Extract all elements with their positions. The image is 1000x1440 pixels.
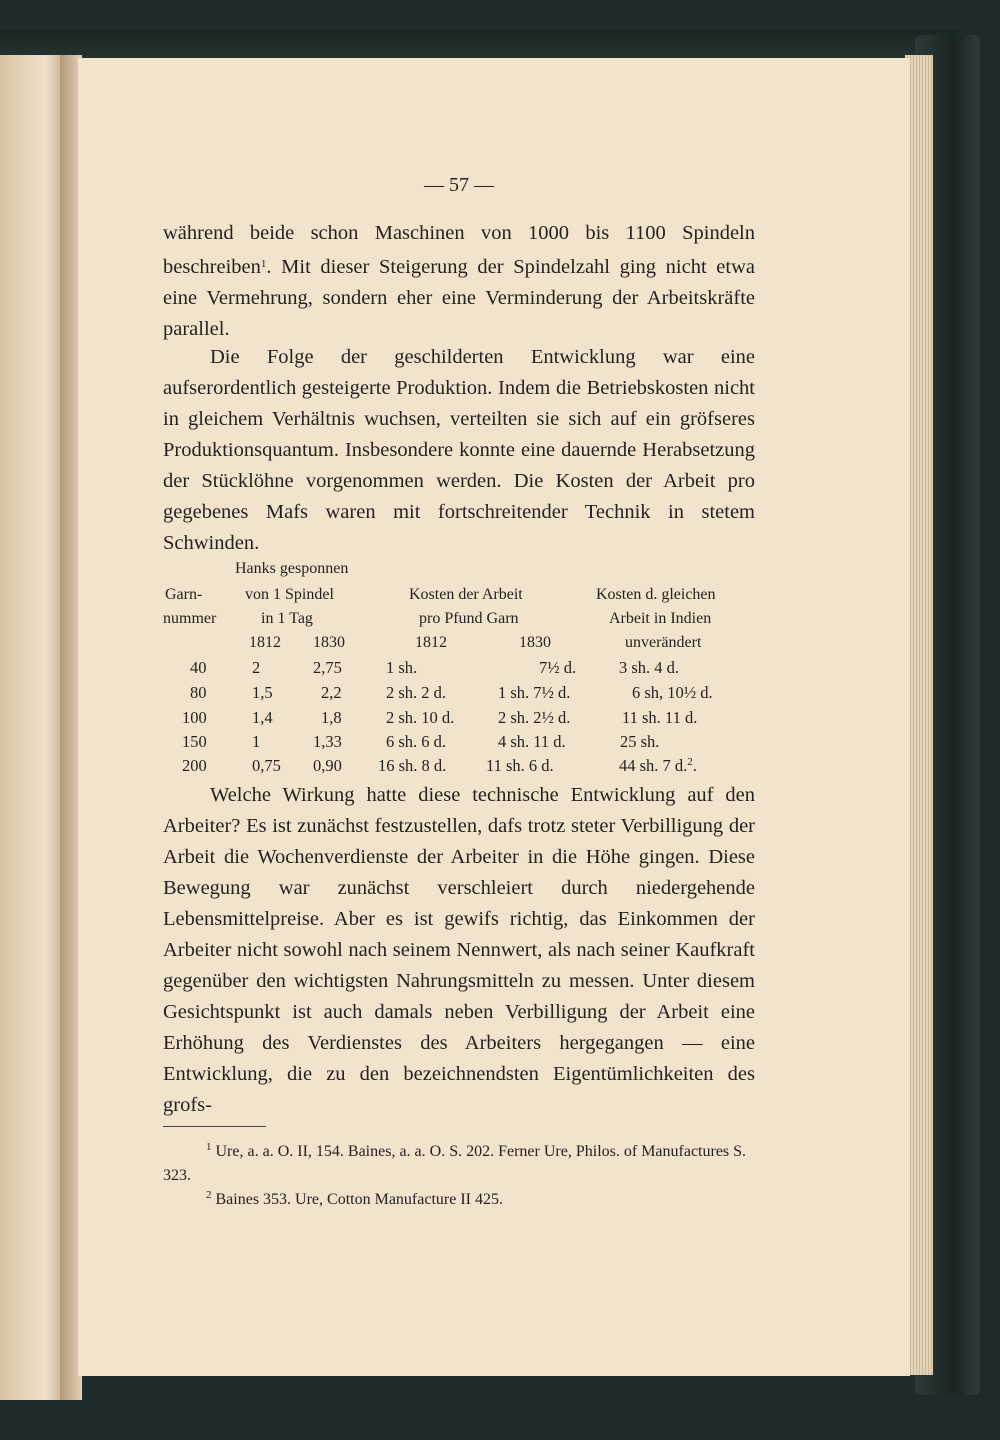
header-garn-2: nummer (163, 610, 217, 627)
footnote-2-mark: 2 (206, 1189, 212, 1201)
cell-kosten-1830: 1 sh. 7½ d. (498, 683, 571, 702)
cell-hanks-1830: 1,8 (321, 708, 342, 727)
footnote-1 (163, 1135, 755, 1188)
header-year-1830-hanks: 1830 (313, 634, 345, 651)
header-hanks-1: Hanks gesponnen (235, 560, 349, 577)
cell-indien-text: 44 sh. 7 d. (619, 756, 688, 775)
paragraph-3: Welche Wirkung hatte diese technische Entwicklung auf den Arbeiter? Es ist zunächst festzustellen, dafs trotz steter Verbilligung der Arbeit die Wochenverdienste der Arbeiter in die Höhe gingen. Diese Bewegung war zunächst verschleiert durch niedergehende Lebensmittelpreise. Aber es ist gewifs richtig, das Einkommen der Arbeiter nicht sowohl nach seinem Nennwert, als nach seiner Kaufkraft gegenüber den wichtigsten Nahrungsmitteln zu messen. Unter diesem Gesichtspunkt ist auch damals neben Verbilligung der Arbeit eine Erhöhung des Verdienstes des Arbeiters hergegangen — eine Entwicklung, die zu den bezeichnendsten Eigentümlichkeiten des grofs- (163, 784, 755, 1116)
cell-kosten-1812: 6 sh. 6 d. (386, 732, 447, 751)
header-kosten-1: Kosten der Arbeit (409, 586, 523, 603)
left-page (0, 55, 65, 1400)
cell-hanks-1812: 2 (252, 658, 261, 677)
cell-kosten-1812: 16 sh. 8 d. (378, 756, 447, 775)
cell-indien: 6 sh, 10½ d. (632, 683, 713, 702)
cell-garn: 150 (182, 732, 207, 751)
paragraph-1-text-after: . Mit dieser Steigerung der Spindelzahl ging nicht etwa eine Vermehrung, sondern eher eine Verminderung der Arbeitskräfte parallel. (163, 256, 755, 340)
cell-kosten-1812: 1 sh. (386, 658, 418, 677)
header-kosten-2: pro Pfund Garn (419, 610, 519, 627)
header-unveraendert: unverändert (625, 634, 702, 651)
cell-kosten-1830: 11 sh. 6 d. (486, 756, 554, 775)
data-table (163, 558, 763, 778)
cell-kosten-1830: 2 sh. 2½ d. (498, 708, 571, 727)
cell-hanks-1812: 0,75 (252, 756, 281, 775)
header-year-1830-kosten: 1830 (519, 634, 551, 651)
cell-hanks-1812: 1,4 (252, 708, 273, 727)
cell-hanks-1830: 0,90 (313, 756, 342, 775)
footnote-2 (163, 1183, 755, 1212)
footnote-2-text: Baines 353. Ure, Cotton Manufacture II 425. (215, 1191, 503, 1208)
cell-hanks-1830: 2,2 (321, 683, 342, 702)
header-year-1812-kosten: 1812 (415, 634, 447, 651)
header-year-1812-hanks: 1812 (249, 634, 281, 651)
cell-kosten-1830: 4 sh. 11 d. (498, 732, 566, 751)
cell-hanks-1830: 1,33 (313, 732, 342, 751)
cell-hanks-1812: 1,5 (252, 683, 273, 702)
cell-indien (619, 756, 697, 776)
cell-garn: 80 (190, 683, 207, 702)
cell-hanks-1812: 1 (252, 732, 261, 751)
page-number: — 57 — (424, 174, 494, 196)
paragraph-2: Die Folge der geschilderten Entwicklung war eine aufserordentlich gesteigerte Produktion. Indem die Betriebskosten nicht in gleichem Verhältnis wuchsen, verteilten sie sich auf ein gröfseres Produktionsquantum. Insbesondere konnte eine dauernde Herabsetzung der Stücklöhne vorgenommen werden. Die Kosten der Arbeit pro gegebenes Mafs waren mit fortschreitender Technik in stetem Schwinden. (163, 346, 755, 554)
cell-indien: 25 sh. (620, 732, 660, 751)
header-indien-2: Arbeit in Indien (609, 610, 712, 627)
header-indien-1: Kosten d. gleichen (596, 586, 716, 603)
footnote-ref-1: 1 (260, 258, 267, 270)
footnote-1-text: Ure, a. a. O. II, 154. Baines, a. a. O. S. 202. Ferner Ure, Philos. of Manufactures S. 323. (163, 1143, 747, 1184)
header-hanks-2: von 1 Spindel (245, 586, 334, 603)
footnote-ref-2: 2 (687, 756, 693, 768)
paragraph-1 (163, 218, 755, 345)
cell-indien: 3 sh. 4 d. (619, 658, 680, 677)
footnote-1-mark: 1 (206, 1141, 212, 1153)
header-garn-1: Garn- (165, 586, 203, 603)
cell-indien: 11 sh. 11 d. (622, 708, 698, 727)
cell-garn: 40 (190, 658, 207, 677)
header-hanks-3: in 1 Tag (261, 610, 313, 627)
paragraph-1-text: während beide schon Maschinen von 1000 bis 1100 Spindeln beschreiben (163, 222, 755, 278)
cell-hanks-1830: 2,75 (313, 658, 342, 677)
cell-indien-end: . (692, 756, 697, 775)
cell-garn: 200 (182, 756, 207, 775)
cell-kosten-1812: 2 sh. 10 d. (386, 708, 455, 727)
cell-kosten-1830: 7½ d. (539, 658, 577, 677)
cell-garn: 100 (182, 708, 207, 727)
cell-kosten-1812: 2 sh. 2 d. (386, 683, 447, 702)
footnote-rule (163, 1126, 266, 1127)
